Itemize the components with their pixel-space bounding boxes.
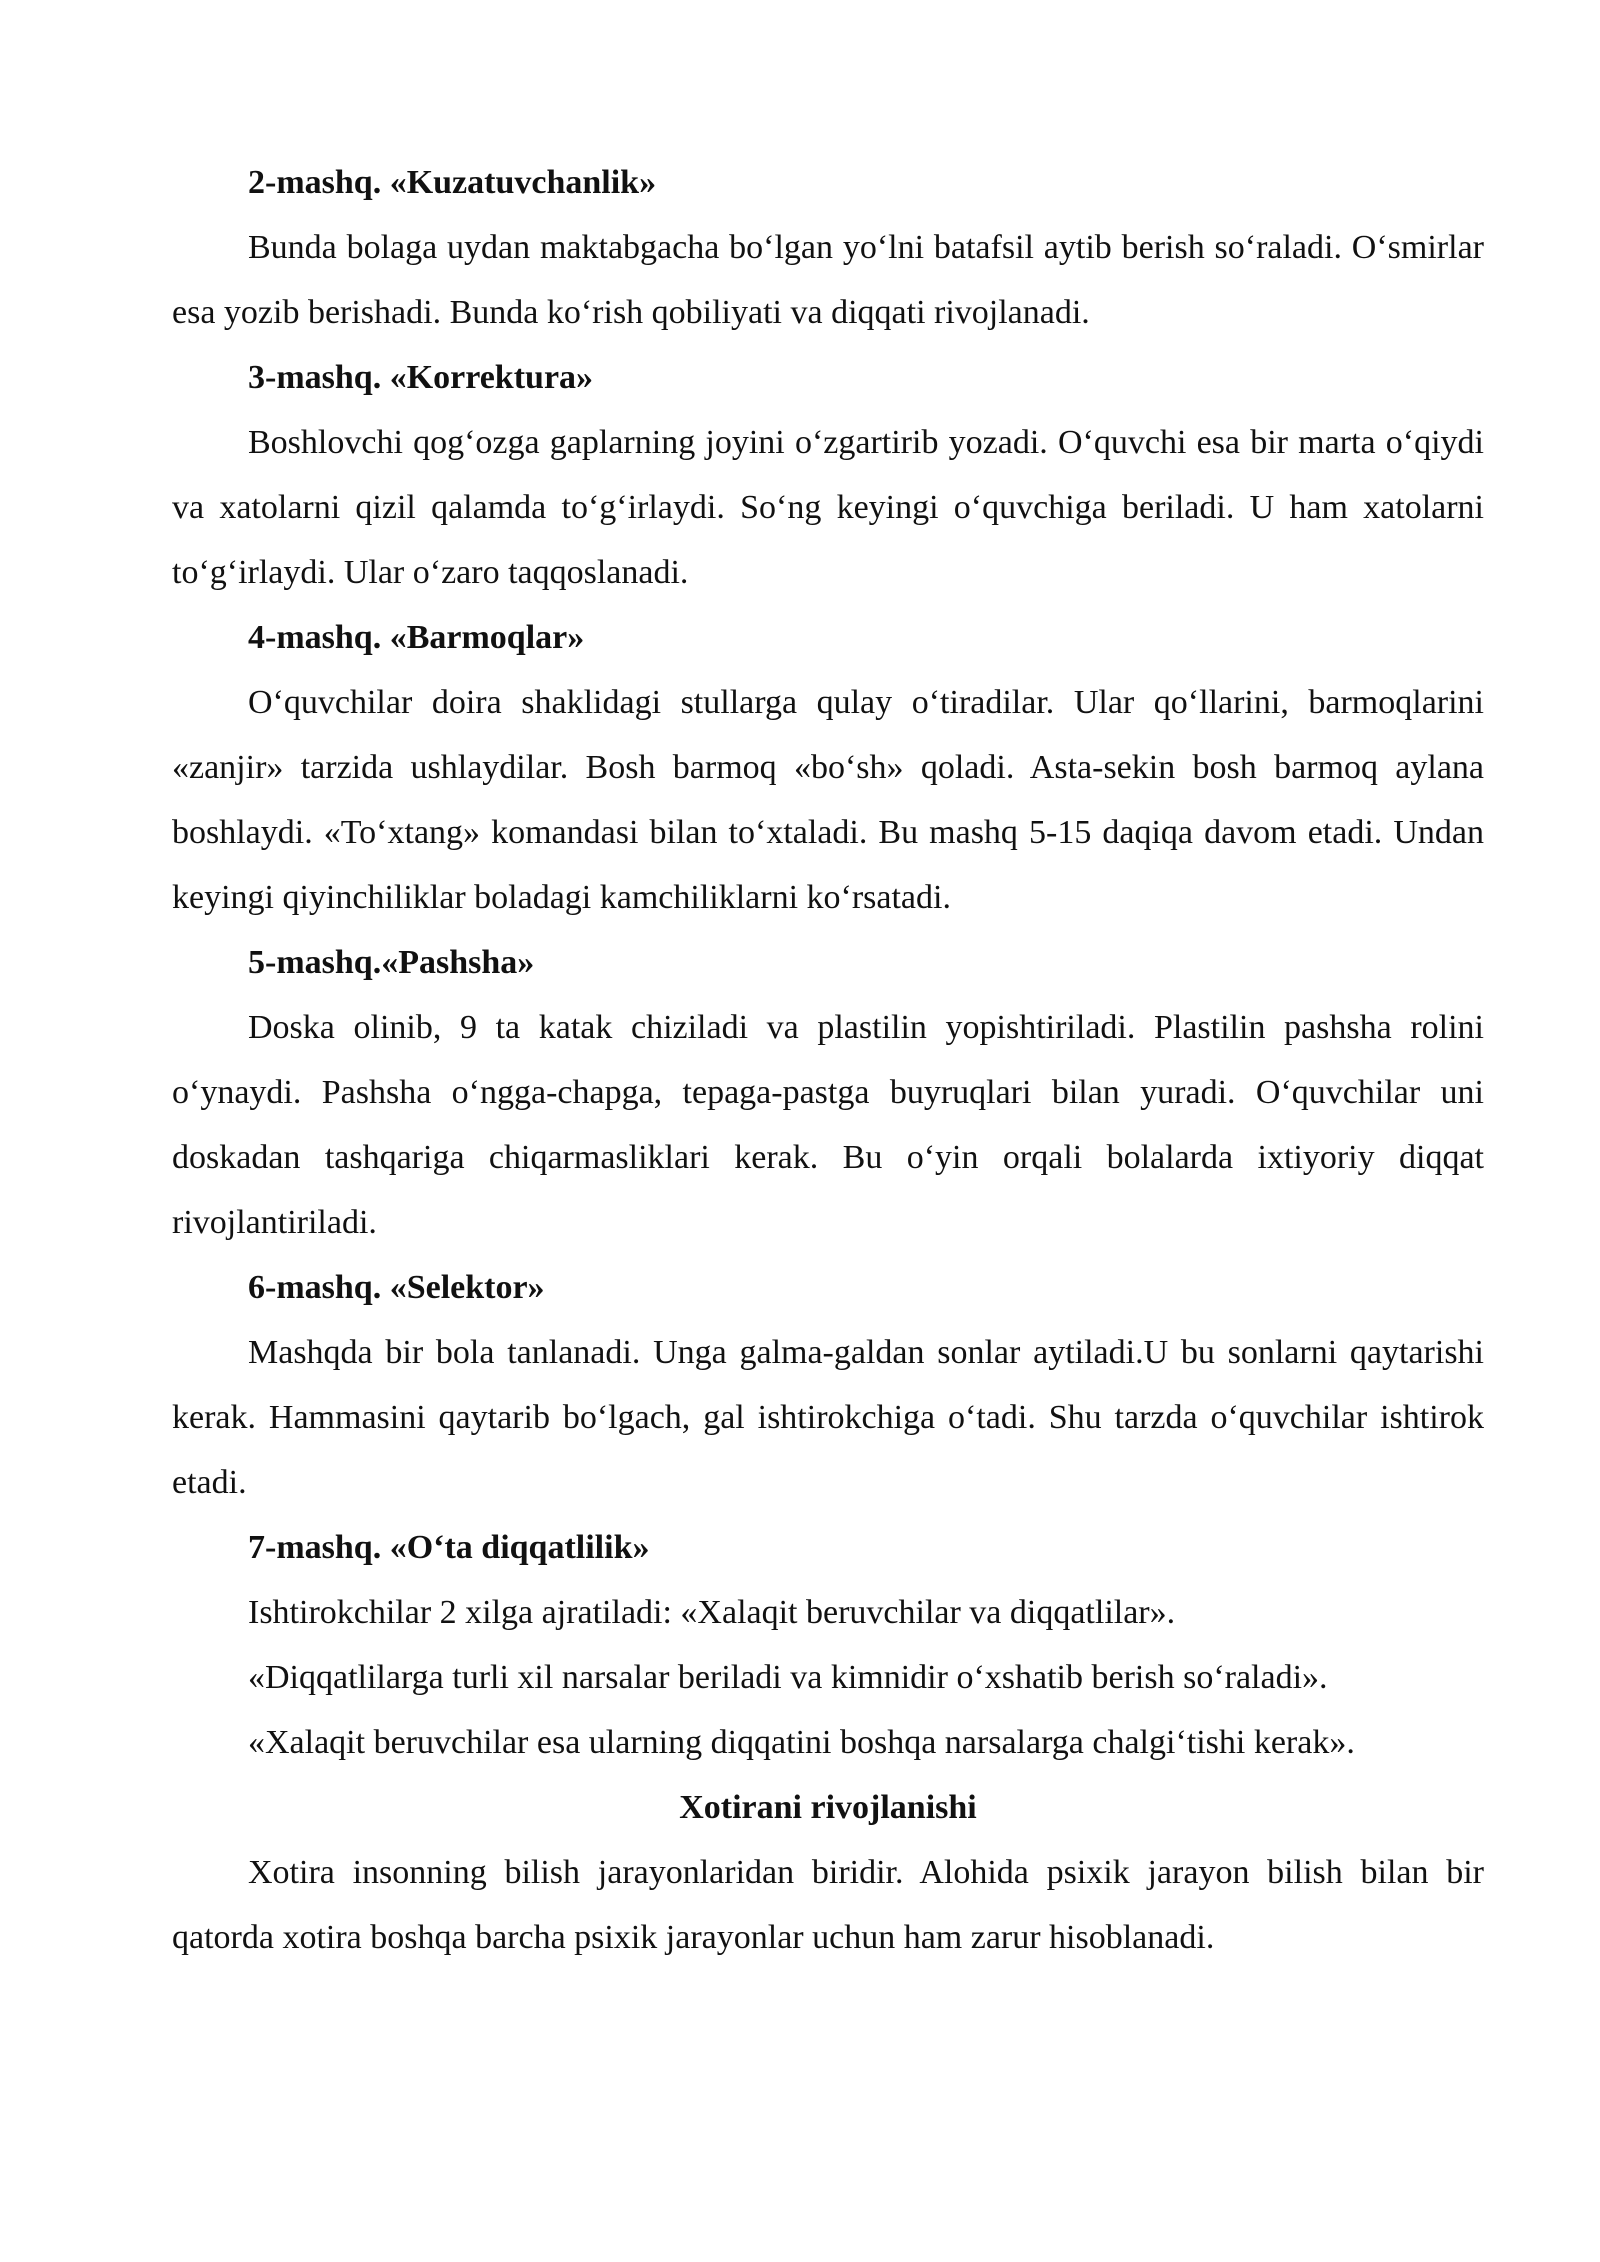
exercise-7-line-2: «Diqqatlilarga turli xil narsalar beriladi va kimnidir o‘xshatib berish so‘raladi».: [248, 1659, 1328, 1696]
exercise-4-text: O‘quvchilar doira shaklidagi stullarga qulay o‘tiradilar. Ular qo‘llarini, barmoqlarini «zanjir» tarzida ushlaydilar. Bosh barmoq «bo‘sh» qoladi. Asta-sekin bosh barmoq aylana boshlaydi. «To‘xtang» komandasi bilan to‘xtaladi. Bu mashq 5-15 daqiqa davom etadi. Undan keyingi qiyinchiliklar boladagi kamchiliklarni ko‘rsatadi.: [172, 684, 1484, 916]
exercise-5-text: Doska olinib, 9 ta katak chiziladi va plastilin yopishtiriladi. Plastilin pashsha rolini o‘ynaydi. Pashsha o‘ngga-chapga, tepaga-pastga buyruqlari bilan yuradi. O‘quvchilar uni doskadan tashqariga chiqarmasliklari kerak. Bu o‘yin orqali bolalarda ixtiyoriy diqqat rivojlantiriladi.: [172, 1009, 1484, 1241]
exercise-2-heading: 2-mashq. «Kuzatuvchanlik»: [248, 164, 657, 201]
exercise-4-heading: 4-mashq. «Barmoqlar»: [248, 619, 585, 656]
memory-section-text: Xotira insonning bilish jarayonlaridan biridir. Alohida psixik jarayon bilish bilan bir qatorda xotira boshqa barcha psixik jarayonlar uchun ham zarur hisoblanadi.: [172, 1854, 1484, 1956]
exercise-3-heading: 3-mashq. «Korrektura»: [248, 359, 594, 396]
exercise-5-heading: 5-mashq.«Pashsha»: [248, 944, 535, 981]
memory-section-heading: Xotirani rivojlanishi: [679, 1789, 977, 1826]
exercise-3-text: Boshlovchi qog‘ozga gaplarning joyini o‘zgartirib yozadi. O‘quvchi esa bir marta o‘qiydi va xatolarni qizil qalamda to‘g‘irlaydi. So‘ng keyingi o‘quvchiga beriladi. U ham xatolarni to‘g‘irlaydi. Ular o‘zaro taqqoslanadi.: [172, 424, 1484, 591]
exercise-7-line-1: Ishtirokchilar 2 xilga ajratiladi: «Xalaqit beruvchilar va diqqatlilar».: [248, 1594, 1176, 1631]
document-body: [172, 150, 1484, 1970]
exercise-6-heading: 6-mashq. «Selektor»: [248, 1269, 545, 1306]
exercise-7-heading: 7-mashq. «O‘ta diqqatlilik»: [248, 1529, 650, 1566]
exercise-2-text: Bunda bolaga uydan maktabgacha bo‘lgan yo‘lni batafsil aytib berish so‘raladi. O‘smirlar esa yozib berishadi. Bunda ko‘rish qobiliyati va diqqati rivojlanadi.: [172, 229, 1484, 331]
exercise-7-line-3: «Xalaqit beruvchilar esa ularning diqqatini boshqa narsalarga chalgi‘tishi kerak».: [248, 1724, 1355, 1761]
exercise-6-text: Mashqda bir bola tanlanadi. Unga galma-galdan sonlar aytiladi.U bu sonlarni qaytarishi kerak. Hammasini qaytarib bo‘lgach, gal ishtirokchiga o‘tadi. Shu tarzda o‘quvchilar ishtirok etadi.: [172, 1334, 1484, 1501]
